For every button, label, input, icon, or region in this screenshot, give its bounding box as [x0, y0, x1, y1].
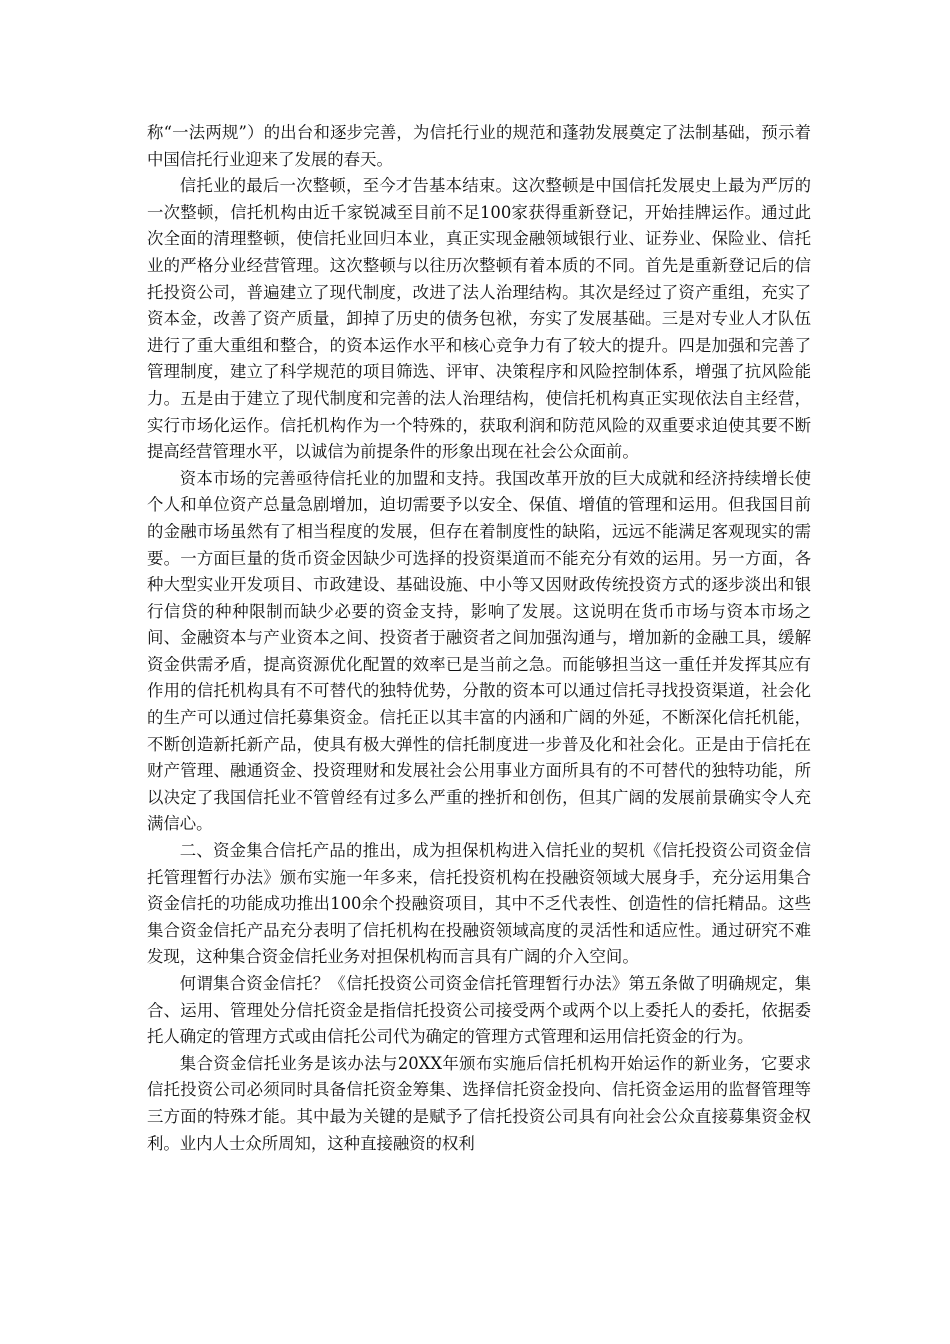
paragraph-1: 称“一法两规”）的出台和逐步完善，为信托行业的规范和蓬勃发展奠定了法制基础，预示着中国信托行业迎来了发展的春天。 — [147, 123, 811, 169]
paragraph-2: 信托业的最后一次整顿，至今才告基本结束。这次整顿是中国信托发展史上最为严厉的一次整顿，信托机构由近千家锐减至目前不足100家获得重新登记，开始挂牌运作。通过此次全面的清理整顿，使信托业回归本业，真正实现金融领域银行业、证券业、保险业、信托业的严格分业经营管理。这次整顿与以往历次整顿有着本质的不同。首先是重新登记后的信托投资公司，普遍建立了现代制度，改进了法人治理结构。其次是经过了资产重组，充实了资本金，改善了资产质量，卸掉了历史的债务包袱，夯实了发展基础。三是对专业人才队伍进行了重大重组和整合，的资本运作水平和核心竞争力有了较大的提升。四是加强和完善了管理制度，建立了科学规范的项目筛选、评审、决策程序和风险控制体系，增强了抗风险能力。五是由于建立了现代制度和完善的法人治理结构，使信托机构真正实现依法自主经营，实行市场化运作。信托机构作为一个特殊的，获取利润和防范风险的双重要求迫使其要不断提高经营管理水平，以诚信为前提条件的形象出现在社会公众面前。 — [147, 176, 811, 462]
paragraph-3: 资本市场的完善亟待信托业的加盟和支持。我国改革开放的巨大成就和经济持续增长使个人和单位资产总量急剧增加，迫切需要予以安全、保值、增值的管理和运用。但我国目前的金融市场虽然有了相当程度的发展，但存在着制度性的缺陷，远远不能满足客观现实的需要。一方面巨量的货币资金因缺少可选择的投资渠道而不能充分有效的运用。另一方面，各种大型实业开发项目、市政建设、基础设施、中小等又因财政传统投资方式的逐步淡出和银行信贷的种种限制而缺少必要的资金支持，影响了发展。这说明在货币市场与资本市场之间、金融资本与产业资本之间、投资者于融资者之间加强沟通与，增加新的金融工具，缓解资金供需矛盾，提高资源优化配置的效率已是当前之急。而能够担当这一重任并发挥其应有作用的信托机构具有不可替代的独特优势，分散的资本可以通过信托寻找投资渠道，社会化的生产可以通过信托募集资金。信托正以其丰富的内涵和广阔的外延，不断深化信托机能，不断创造新托新产品，使具有极大弹性的信托制度进一步普及化和社会化。正是由于信托在财产管理、融通资金、投资理财和发展社会公用事业方面所具有的不可替代的独特功能，所以决定了我国信托业不管曾经有过多么严重的挫折和创伤，但其广阔的发展前景确实令人充满信心。 — [147, 468, 811, 834]
paragraph-5: 何谓集合资金信托？《信托投资公司资金信托管理暂行办法》第五条做了明确规定，集合、运用、管理处分信托资金是指信托投资公司接受两个或两个以上委托人的委托，依据委托人确定的管理方式或由信托公司代为确定的管理方式管理和运用信托资金的行为。 — [147, 974, 811, 1047]
paragraph-4: 二、资金集合信托产品的推出，成为担保机构进入信托业的契机《信托投资公司资金信托管理暂行办法》颁布实施一年多来，信托投资机构在投融资领域大展身手，充分运用集合资金信托的功能成功推出100余个投融资项目，其中不乏代表性、创造性的信托精品。这些集合资金信托产品充分表明了信托机构在投融资领域高度的灵活性和适应性。通过研究不难发现，这种集合资金信托业务对担保机构而言具有广阔的介入空间。 — [147, 841, 811, 967]
document-body — [147, 120, 811, 1157]
paragraph-6: 集合资金信托业务是该办法与20XX年颁布实施后信托机构开始运作的新业务，它要求信托投资公司必须同时具备信托资金筹集、选择信托资金投向、信托资金运用的监督管理等三方面的特殊才能。其中最为关键的是赋予了信托投资公司具有向社会公众直接募集资金权利。业内人士众所周知，这种直接融资的权利 — [147, 1053, 811, 1153]
